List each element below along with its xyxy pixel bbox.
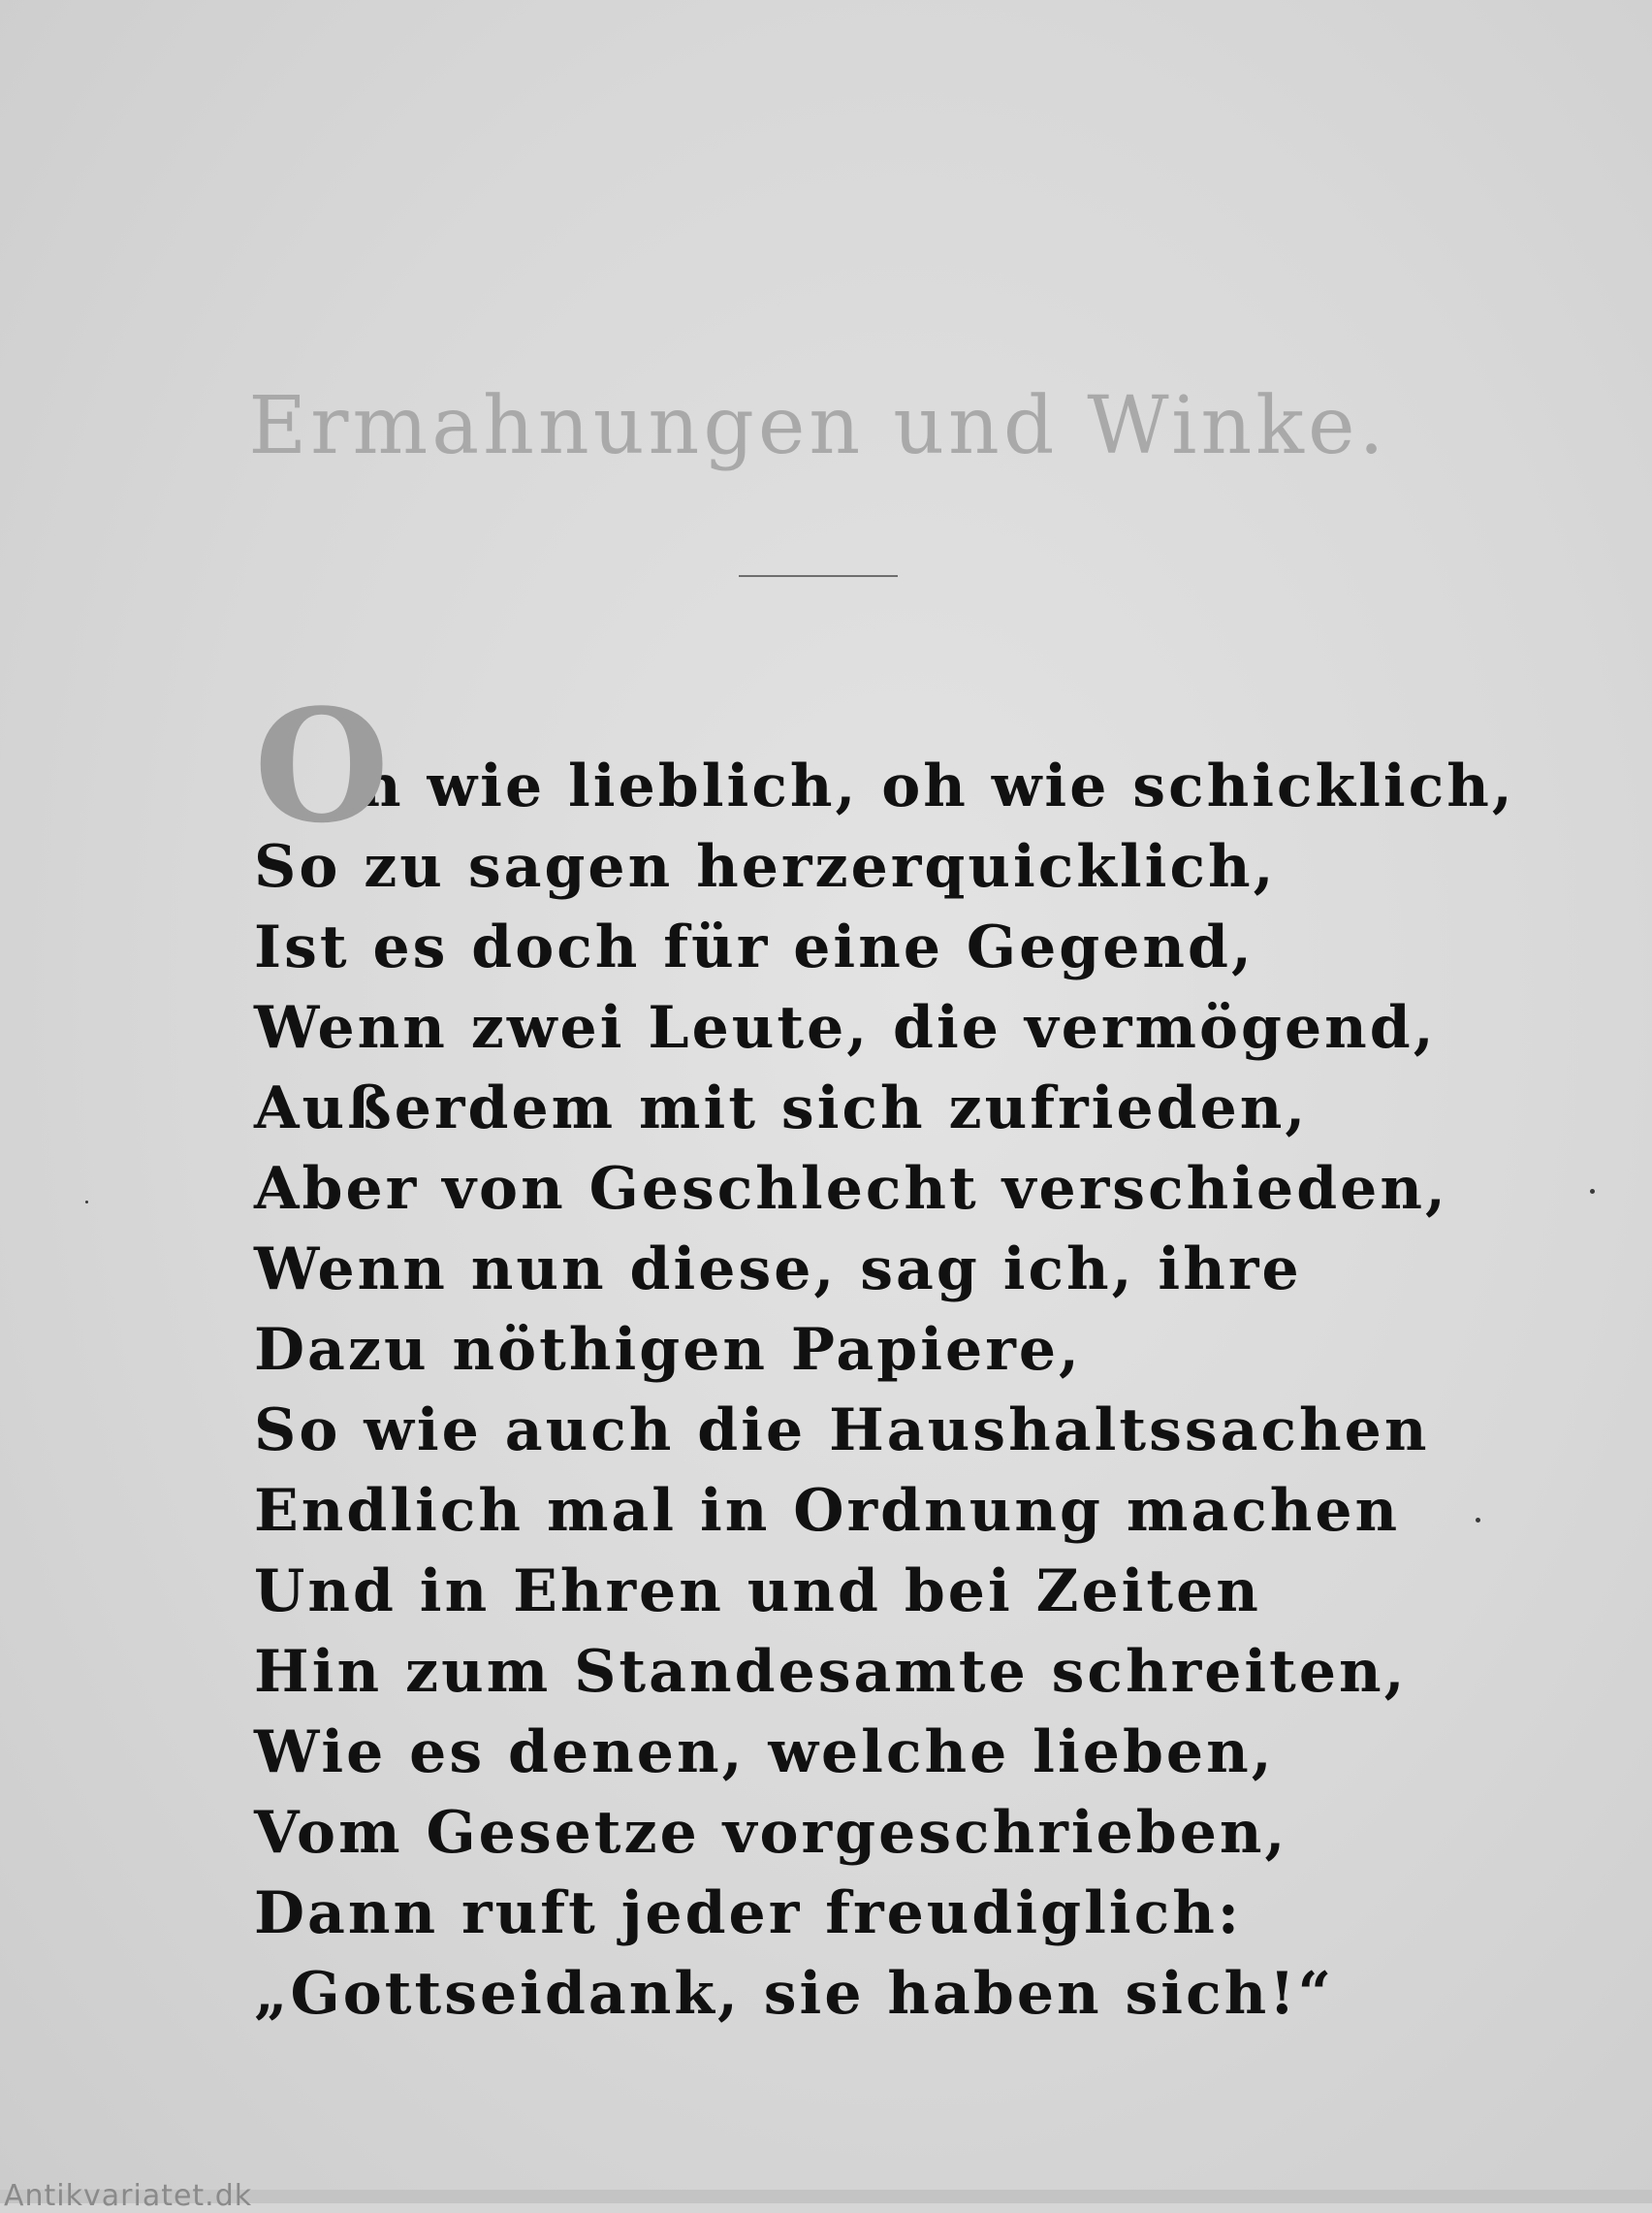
- poem-line: Dazu nöthigen Papiere,: [254, 1316, 1082, 1384]
- paper-speck: [1590, 1189, 1595, 1194]
- poem-line: Ist es doch für eine Gegend,: [254, 914, 1255, 981]
- poem-title: Ermahnungen und Winke.: [248, 380, 1388, 472]
- poem-line: Außerdem mit sich zufrieden,: [254, 1074, 1309, 1142]
- watermark: Antikvariatet.dk: [4, 2179, 253, 2213]
- drop-cap: O: [254, 675, 393, 857]
- poem-line: Dann ruft jeder freudiglich:: [254, 1879, 1243, 1947]
- paper-speck: [85, 1201, 88, 1203]
- poem-line: Aber von Geschlecht verschieden,: [254, 1155, 1448, 1223]
- poem-line: Und in Ehren und bei Zeiten: [254, 1557, 1261, 1625]
- poem-line: Hin zum Standesamte schreiten,: [254, 1638, 1408, 1706]
- page-bottom-edge: [0, 2179, 1652, 2213]
- paper-speck: [1476, 1518, 1480, 1523]
- poem-line: „Gottseidank, sie haben sich!“: [254, 1960, 1335, 2028]
- poem-line-text: h wie lieblich, oh wie schicklich,: [359, 753, 1515, 820]
- title-divider: [739, 575, 898, 577]
- poem-line: Wenn zwei Leute, die vermögend,: [254, 994, 1437, 1062]
- poem-line: Vom Gesetze vorgeschrieben,: [254, 1799, 1288, 1867]
- poem-line: So zu sagen herzerquicklich,: [254, 833, 1277, 901]
- poem-line: Endlich mal in Ordnung machen: [254, 1477, 1401, 1545]
- poem-line: Wie es denen, welche lieben,: [254, 1718, 1275, 1786]
- poem-line: Wenn nun diese, sag ich, ihre: [254, 1235, 1302, 1303]
- poem-line: [254, 675, 1515, 857]
- poem-line: So wie auch die Haushaltssachen: [254, 1396, 1430, 1464]
- poem-body: [254, 675, 1515, 2035]
